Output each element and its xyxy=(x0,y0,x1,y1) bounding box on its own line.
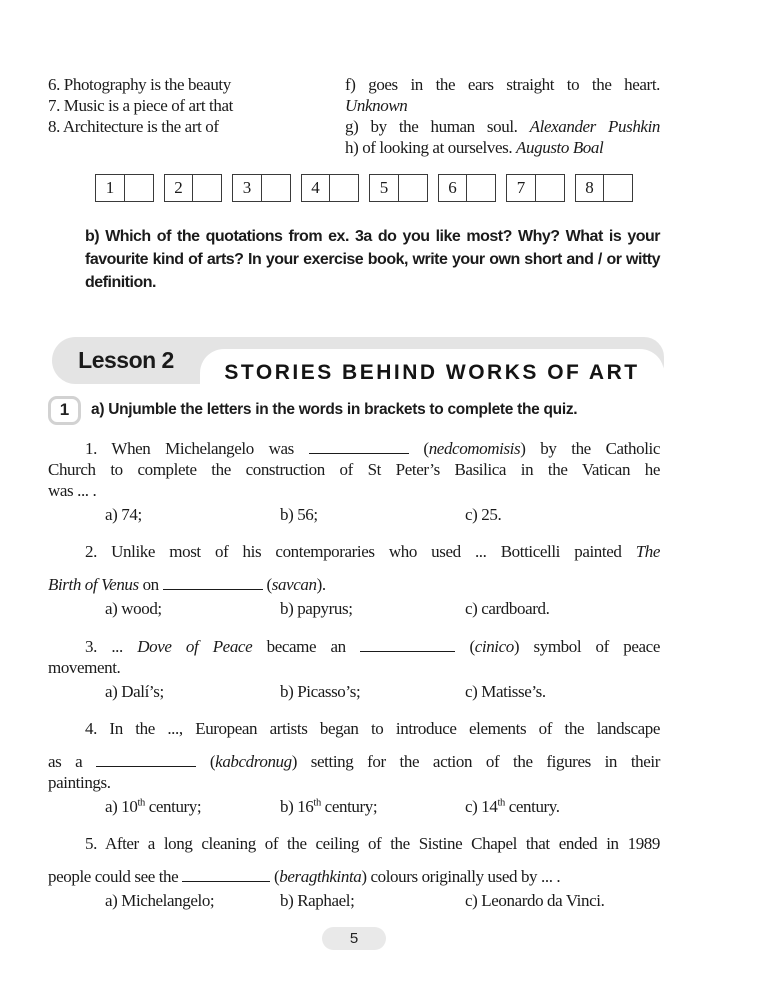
answer-box-number: 8 xyxy=(575,174,605,202)
quiz-question xyxy=(48,718,660,817)
matching-right-item: h) of looking at ourselves. Augusto Boal xyxy=(345,138,604,157)
italic-text: kabcdronug xyxy=(215,752,292,771)
italic-text: nedcomomisis xyxy=(428,439,521,458)
matching-right-item: f) goes in the ears straight to the heart. xyxy=(345,75,660,94)
quiz-questions xyxy=(48,437,660,911)
italic-text: Dove of Peace xyxy=(137,637,253,656)
matching-left-item: 8. Architecture is the art of xyxy=(48,117,219,136)
italic-text: savcan xyxy=(271,575,317,594)
matching-left-column xyxy=(48,74,345,158)
question-option-a: a) Michelangelo; xyxy=(105,891,215,910)
question-line: as a (kabcdronug) setting for the action of the figures in their xyxy=(48,752,660,771)
answer-box-number: 4 xyxy=(301,174,331,202)
author-name: Unknown xyxy=(345,96,408,115)
question-line: 3. ... Dove of Peace became an (cinico) symbol of peace xyxy=(85,637,660,656)
question-option-a: a) Dalí’s; xyxy=(105,682,164,701)
options-row xyxy=(105,890,660,911)
answer-blank xyxy=(96,750,196,767)
options-row xyxy=(105,681,660,702)
question-option-b: b) Raphael; xyxy=(280,891,355,910)
question-line: Church to complete the construction of St Peter’s Basilica in the Vatican he xyxy=(48,460,660,479)
answer-box-number: 7 xyxy=(506,174,536,202)
quiz-question xyxy=(48,635,660,702)
answer-box-empty xyxy=(192,174,222,202)
italic-text: Birth of Venus xyxy=(48,575,139,594)
question-option-c: c) cardboard. xyxy=(465,599,550,618)
question-option-c: c) Leonardo da Vinci. xyxy=(465,891,605,910)
question-line: people could see the (beragthkinta) colours originally used by ... . xyxy=(48,867,561,886)
answer-box-empty xyxy=(124,174,154,202)
answer-box-empty xyxy=(398,174,428,202)
options-row xyxy=(105,598,660,619)
lesson-title-panel xyxy=(200,349,664,392)
task-b-line: favourite kind of arts? In your exercise book, write your own short and / or witty xyxy=(85,251,660,268)
question-option-b: b) 16th century; xyxy=(280,797,378,816)
exercise-number-badge: 1 xyxy=(48,396,81,425)
task-b-instruction xyxy=(85,225,660,294)
question-option-a: a) 74; xyxy=(105,505,142,524)
question-line: Birth of Venus on (savcan). xyxy=(48,575,326,594)
lesson-banner xyxy=(52,337,664,384)
answer-blank xyxy=(309,437,409,454)
italic-text: The xyxy=(635,542,660,561)
answer-box-pair xyxy=(164,174,223,202)
question-option-c: c) 14th century. xyxy=(465,797,560,816)
options-row xyxy=(105,504,660,525)
question-option-a: a) wood; xyxy=(105,599,162,618)
question-option-b: b) papyrus; xyxy=(280,599,353,618)
answer-box-empty xyxy=(261,174,291,202)
matching-right-item: g) by the human soul. Alexander Pushkin xyxy=(345,117,660,136)
matching-right-column xyxy=(345,74,660,158)
answer-box-number: 5 xyxy=(369,174,399,202)
page-number: 5 xyxy=(322,927,386,950)
question-option-c: c) Matisse’s. xyxy=(465,682,546,701)
author-name: Augusto Boal xyxy=(516,138,604,157)
quiz-question xyxy=(48,833,660,911)
question-option-c: c) 25. xyxy=(465,505,502,524)
answer-box-empty xyxy=(466,174,496,202)
page-footer xyxy=(48,927,660,950)
author-name: Alexander Pushkin xyxy=(529,117,660,136)
lesson-title: STORIES BEHIND WORKS OF ART xyxy=(224,360,640,384)
superscript: th xyxy=(137,797,145,809)
answer-blank xyxy=(163,573,263,590)
question-line: paintings. xyxy=(48,773,111,792)
matching-left-item: 6. Photography is the beauty xyxy=(48,75,231,94)
answer-box-pair xyxy=(438,174,497,202)
question-line: 2. Unlike most of his contemporaries who used ... Botticelli painted The xyxy=(85,542,660,561)
answer-boxes-row xyxy=(95,174,660,202)
answer-blank xyxy=(182,865,270,882)
question-option-b: b) Picasso’s; xyxy=(280,682,361,701)
answer-box-empty xyxy=(535,174,565,202)
superscript: th xyxy=(313,797,321,809)
matching-left-item: 7. Music is a piece of art that xyxy=(48,96,233,115)
lesson-label: Lesson 2 xyxy=(78,347,174,373)
exercise-instruction: a) Unjumble the letters in the words in brackets to complete the quiz. xyxy=(91,401,578,418)
options-row xyxy=(105,796,660,817)
matching-right-item xyxy=(345,95,660,116)
question-line: 5. After a long cleaning of the ceiling of the Sistine Chapel that ended in 1989 xyxy=(85,834,660,853)
exercise-header xyxy=(48,395,660,425)
answer-blank xyxy=(360,635,455,652)
task-b-line: definition. xyxy=(85,274,156,291)
question-option-a: a) 10th century; xyxy=(105,797,202,816)
answer-box-pair xyxy=(232,174,291,202)
answer-box-pair xyxy=(506,174,565,202)
question-option-b: b) 56; xyxy=(280,505,318,524)
answer-box-pair xyxy=(95,174,154,202)
answer-box-empty xyxy=(603,174,633,202)
italic-text: beragthkinta xyxy=(279,867,362,886)
answer-box-number: 1 xyxy=(95,174,125,202)
quiz-question xyxy=(48,541,660,619)
answer-box-pair xyxy=(301,174,360,202)
answer-box-number: 3 xyxy=(232,174,262,202)
answer-box-pair xyxy=(369,174,428,202)
answer-box-number: 6 xyxy=(438,174,468,202)
matching-section xyxy=(48,74,660,158)
answer-box-empty xyxy=(329,174,359,202)
question-line: 4. In the ..., European artists began to introduce elements of the landscape xyxy=(85,719,660,738)
superscript: th xyxy=(497,797,505,809)
italic-text: cinico xyxy=(474,637,514,656)
question-line: was ... . xyxy=(48,481,97,500)
quiz-question xyxy=(48,437,660,525)
question-line: movement. xyxy=(48,658,121,677)
task-b-line: b) Which of the quotations from ex. 3a do you like most? Why? What is your xyxy=(85,228,660,245)
answer-box-number: 2 xyxy=(164,174,194,202)
answer-box-pair xyxy=(575,174,634,202)
question-line: 1. When Michelangelo was (nedcomomisis) by the Catholic xyxy=(85,439,660,458)
